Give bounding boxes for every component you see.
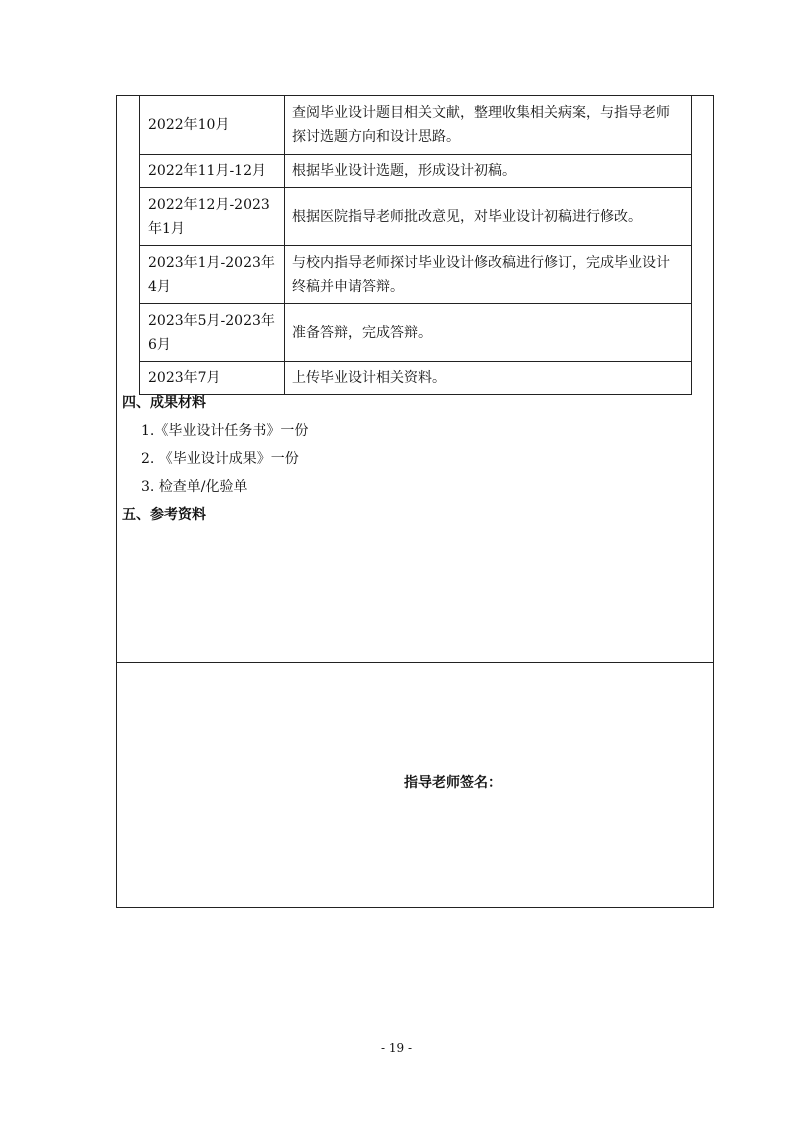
material-item: 3. 检查单/化验单 <box>141 479 248 495</box>
references-heading: 五、参考资料 <box>122 507 206 523</box>
table-row <box>140 188 692 246</box>
schedule-period: 2023年1月-2023年4月 <box>140 246 285 304</box>
table-row <box>140 246 692 304</box>
schedule-period: 2022年12月-2023年1月 <box>140 188 285 246</box>
material-item: 1.《毕业设计任务书》一份 <box>141 423 309 439</box>
materials-heading: 四、成果材料 <box>122 395 206 411</box>
table-row <box>140 304 692 362</box>
material-item: 2. 《毕业设计成果》一份 <box>141 451 299 467</box>
table-row <box>140 155 692 188</box>
supervisor-signature-label: 指导老师签名： <box>404 775 502 791</box>
schedule-table <box>139 95 692 395</box>
schedule-task: 根据毕业设计选题，形成设计初稿。 <box>285 155 692 188</box>
schedule-task: 根据医院指导老师批改意见，对毕业设计初稿进行修改。 <box>285 188 692 246</box>
page-number: - 19 - <box>380 1041 412 1055</box>
schedule-period: 2023年5月-2023年6月 <box>140 304 285 362</box>
schedule-task: 上传毕业设计相关资料。 <box>285 362 692 395</box>
schedule-task: 查阅毕业设计题目相关文献，整理收集相关病案，与指导老师探讨选题方向和设计思路。 <box>285 96 692 155</box>
schedule-task: 准备答辩，完成答辩。 <box>285 304 692 362</box>
schedule-period: 2022年10月 <box>140 96 285 155</box>
table-row <box>140 362 692 395</box>
table-row <box>140 96 692 155</box>
signature-section-divider <box>116 662 714 663</box>
schedule-period: 2022年11月-12月 <box>140 155 285 188</box>
schedule-task: 与校内指导老师探讨毕业设计修改稿进行修订，完成毕业设计终稿并申请答辩。 <box>285 246 692 304</box>
schedule-period: 2023年7月 <box>140 362 285 395</box>
